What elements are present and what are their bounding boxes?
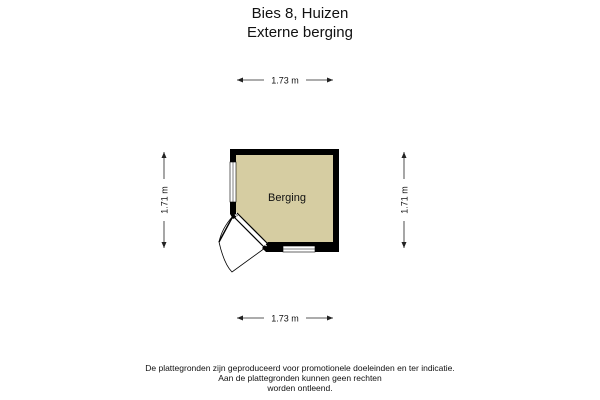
dimension-top-label: 1.73 m — [271, 75, 299, 86]
disclaimer-line-1: De plattegronden zijn geproduceerd voor promotionele doeleinden en ter indicatie. — [145, 363, 455, 373]
dimension-top — [237, 74, 333, 86]
dimension-bottom-label: 1.73 m — [271, 313, 299, 324]
disclaimer-line-3: worden ontleend. — [267, 383, 333, 393]
plan-subtitle: Externe berging — [247, 24, 353, 41]
address-title: Bies 8, Huizen — [251, 5, 349, 22]
dimension-left — [158, 152, 170, 248]
window-left — [230, 162, 236, 202]
room-label: Berging — [268, 192, 306, 204]
dimension-right-label: 1.71 m — [399, 186, 410, 214]
dimension-left-label: 1.71 m — [159, 186, 170, 214]
window-bottom — [283, 246, 315, 252]
disclaimer-line-2: Aan de plattegronden kunnen geen rechten — [218, 373, 382, 383]
dimension-right — [398, 152, 410, 248]
disclaimer — [0, 363, 600, 393]
dimension-bottom — [237, 312, 333, 324]
